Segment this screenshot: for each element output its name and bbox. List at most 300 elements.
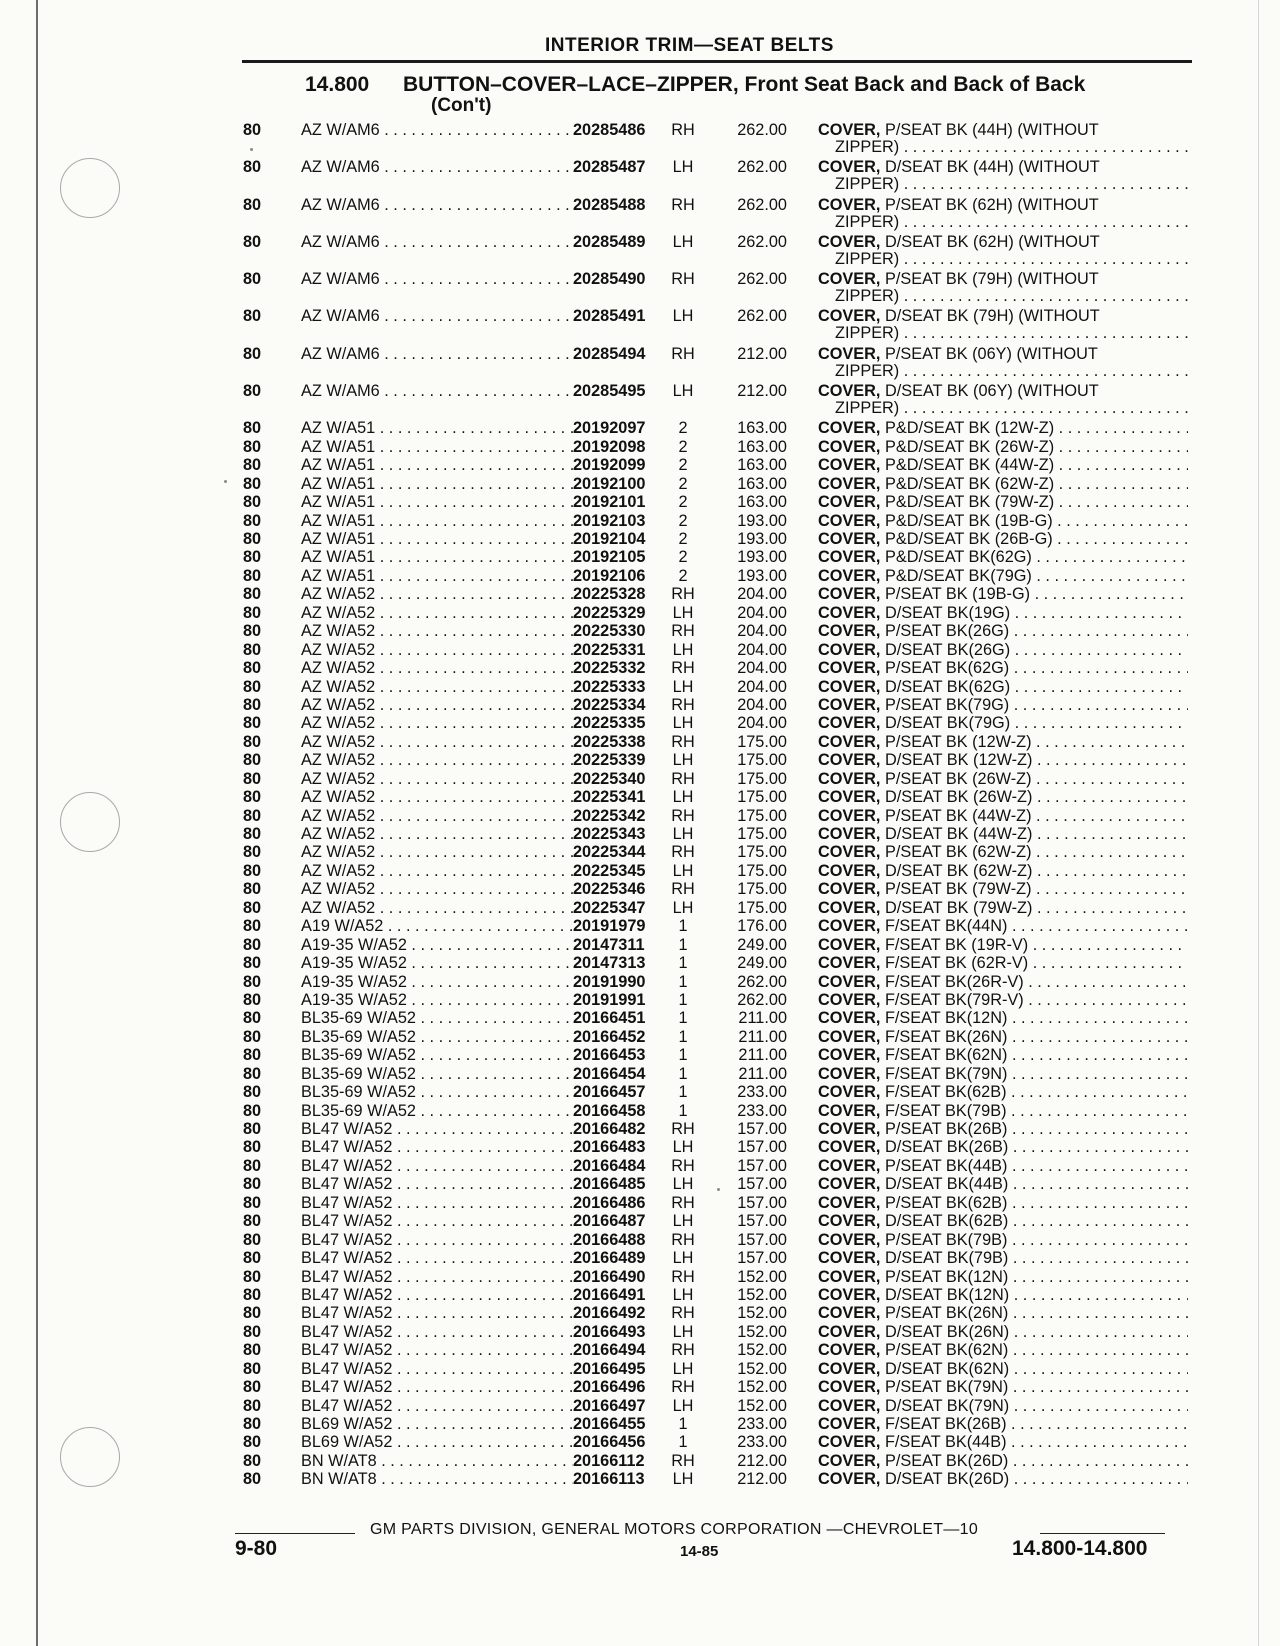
part-number-cell: 20166489 [573, 1249, 665, 1267]
description-continuation: ZIPPER) . . . [835, 250, 1190, 268]
year-cell: 80 [243, 1230, 262, 1249]
description-cell [818, 622, 1188, 640]
table-row [243, 233, 1193, 270]
model-cell: AZ W/A52 . . . [301, 751, 581, 769]
table-row [243, 270, 1193, 307]
description-keyword: COVER, [818, 1378, 881, 1397]
model-cell: A19-35 W/A52 . . . [301, 991, 581, 1009]
description-cell [818, 1360, 1188, 1378]
description-text: F/SEAT BK(62N) [884, 1046, 1008, 1065]
model-cell: AZ W/A51 . . . [301, 493, 581, 511]
model-cell: AZ W/AM6 . . . [301, 345, 581, 363]
description-keyword: COVER, [818, 954, 881, 973]
year-cell: 80 [243, 1322, 262, 1341]
description-keyword: COVER, [818, 1027, 881, 1046]
year-cell: 80 [243, 158, 262, 177]
part-number-cell: 20166487 [573, 1212, 665, 1230]
description-keyword: COVER, [818, 437, 881, 456]
description-keyword: COVER, [818, 511, 881, 530]
description-text: F/SEAT BK (62R-V) [884, 954, 1029, 973]
part-number-cell: 20225340 [573, 770, 665, 788]
model-cell: BL47 W/A52 . . . [301, 1120, 581, 1138]
description-keyword: COVER, [818, 806, 881, 825]
price-cell: 193.00 [737, 566, 787, 585]
quantity-cell: LH [672, 788, 694, 807]
model-cell: AZ W/A52 . . . [301, 585, 581, 603]
description-keyword: COVER, [818, 1341, 881, 1360]
quantity-cell: LH [672, 1138, 694, 1157]
price-cell: 175.00 [737, 861, 787, 880]
year-cell: 80 [243, 603, 262, 622]
description-cell [818, 1120, 1188, 1138]
description-keyword: COVER, [818, 751, 881, 770]
price-cell: 152.00 [737, 1285, 787, 1304]
quantity-cell: 1 [678, 935, 688, 954]
description-cell [818, 825, 1188, 843]
quantity-cell: RH [671, 1156, 695, 1175]
description-text: P/SEAT BK(62N) [884, 1341, 1009, 1360]
part-number-cell: 20147313 [573, 954, 665, 972]
price-cell: 152.00 [737, 1341, 787, 1360]
part-number-cell: 20166493 [573, 1323, 665, 1341]
description-cell [818, 954, 1188, 972]
year-cell: 80 [243, 788, 262, 807]
year-cell: 80 [243, 1064, 262, 1083]
part-number-cell: 20191979 [573, 917, 665, 935]
part-number-cell: 20166496 [573, 1378, 665, 1396]
price-cell: 163.00 [737, 437, 787, 456]
description-keyword: COVER, [818, 1009, 881, 1028]
year-cell: 80 [243, 1378, 262, 1397]
description-keyword: COVER, [818, 1083, 881, 1102]
description-keyword: COVER, [818, 1396, 881, 1415]
part-number-cell: 20225346 [573, 880, 665, 898]
part-number-cell: 20225333 [573, 678, 665, 696]
price-cell: 163.00 [737, 456, 787, 475]
price-cell: 175.00 [737, 880, 787, 899]
price-cell: 233.00 [737, 1433, 787, 1452]
part-number-cell: 20225330 [573, 622, 665, 640]
description-cell [818, 1065, 1188, 1083]
description-cell [818, 659, 1188, 677]
model-cell: AZ W/A51 . . . [301, 456, 581, 474]
price-cell: 193.00 [737, 530, 787, 548]
year-cell: 80 [243, 935, 262, 954]
year-cell: 80 [243, 659, 262, 678]
description-text: P&D/SEAT BK (26B-G) [884, 530, 1053, 548]
description-text: D/SEAT BK(79N) [884, 1396, 1010, 1415]
description-cell [818, 678, 1188, 696]
description-keyword: COVER, [818, 695, 881, 714]
part-number-cell: 20166495 [573, 1360, 665, 1378]
table-row [243, 825, 1193, 843]
year-cell: 80 [243, 270, 262, 289]
quantity-cell: RH [671, 270, 695, 289]
description-cell [818, 843, 1188, 861]
description-keyword: COVER, [818, 825, 881, 843]
description-cell [818, 419, 1188, 437]
description-text: P/SEAT BK (62H) (WITHOUT [884, 195, 1099, 214]
description-cell [818, 733, 1188, 751]
price-cell: 176.00 [737, 917, 787, 936]
table-row [243, 862, 1193, 880]
quantity-cell: RH [671, 732, 695, 751]
quantity-cell: LH [672, 898, 694, 917]
description-keyword: COVER, [818, 769, 881, 788]
description-cell [818, 1323, 1188, 1341]
description-cell [818, 973, 1188, 991]
part-number-cell: 20166455 [573, 1415, 665, 1433]
description-cell [818, 1138, 1188, 1156]
description-keyword: COVER, [818, 566, 881, 585]
price-cell: 175.00 [737, 806, 787, 825]
quantity-cell: RH [671, 1193, 695, 1212]
description-text: P/SEAT BK (79H) (WITHOUT [884, 270, 1099, 289]
price-cell: 157.00 [737, 1175, 787, 1194]
table-row [243, 1157, 1193, 1175]
quantity-cell: RH [671, 1230, 695, 1249]
description-text: P/SEAT BK(62G) [884, 659, 1010, 678]
description-text: P/SEAT BK (12W-Z) [884, 732, 1032, 751]
description-text: P&D/SEAT BK(79G) [884, 566, 1032, 585]
price-cell: 175.00 [737, 751, 787, 770]
description-cell [818, 307, 1188, 325]
table-row [243, 1065, 1193, 1083]
quantity-cell: 2 [678, 456, 688, 475]
table-row [243, 899, 1193, 917]
year-cell: 80 [243, 898, 262, 917]
part-number-cell: 20192104 [573, 530, 665, 548]
description-text: D/SEAT BK (79H) (WITHOUT [884, 307, 1100, 326]
description-cell [818, 1249, 1188, 1267]
description-text: D/SEAT BK(26D) [884, 1470, 1010, 1489]
quantity-cell: 2 [678, 530, 688, 548]
table-row [243, 807, 1193, 825]
description-text: D/SEAT BK(62B) [884, 1212, 1009, 1231]
price-cell: 212.00 [737, 344, 787, 363]
description-text: P/SEAT BK(26B) [884, 1120, 1008, 1138]
quantity-cell: 1 [678, 1083, 688, 1102]
year-cell: 80 [243, 437, 262, 456]
model-cell: BL35-69 W/A52 . . . [301, 1028, 581, 1046]
description-keyword: COVER, [818, 1120, 881, 1138]
price-cell: 211.00 [738, 1046, 787, 1065]
footer-rule-left [235, 1533, 355, 1534]
description-keyword: COVER, [818, 1359, 881, 1378]
description-text: D/SEAT BK (44H) (WITHOUT [884, 158, 1100, 177]
section-continued: (Con't) [431, 95, 492, 116]
table-row [243, 382, 1193, 419]
description-text: F/SEAT BK(44N) [884, 917, 1008, 936]
part-number-cell: 20192106 [573, 567, 665, 585]
description-cell [818, 548, 1188, 566]
price-cell: 157.00 [737, 1230, 787, 1249]
description-continuation: ZIPPER) . . . [835, 175, 1190, 193]
part-number-cell: 20285488 [573, 196, 665, 214]
description-text: F/SEAT BK(79R-V) [884, 990, 1024, 1009]
quantity-cell: RH [671, 585, 695, 604]
table-row [243, 843, 1193, 861]
price-cell: 249.00 [737, 935, 787, 954]
description-cell [818, 345, 1188, 363]
description-cell [818, 1102, 1188, 1120]
model-cell: BL35-69 W/A52 . . . [301, 1009, 581, 1027]
quantity-cell: RH [671, 622, 695, 641]
description-keyword: COVER, [818, 714, 881, 733]
page-edge-line [1258, 0, 1259, 1646]
footer-publisher: GM PARTS DIVISION, GENERAL MOTORS CORPORATION —CHEVROLET—10 [370, 1521, 979, 1538]
model-cell: AZ W/A52 . . . [301, 807, 581, 825]
description-cell [818, 1046, 1188, 1064]
description-text: D/SEAT BK (44W-Z) [884, 825, 1033, 843]
footer-rule-right [1040, 1533, 1165, 1534]
year-cell: 80 [243, 769, 262, 788]
table-row [243, 659, 1193, 677]
description-keyword: COVER, [818, 1415, 881, 1433]
year-cell: 80 [243, 677, 262, 696]
part-number-cell: 20166112 [573, 1452, 665, 1470]
quantity-cell: 2 [678, 474, 688, 493]
table-row [243, 714, 1193, 732]
description-text: F/SEAT BK(26N) [884, 1027, 1008, 1046]
description-text: D/SEAT BK (06Y) (WITHOUT [884, 382, 1099, 401]
quantity-cell: RH [671, 695, 695, 714]
description-text: D/SEAT BK(62N) [884, 1359, 1010, 1378]
description-cell [818, 899, 1188, 917]
table-row [243, 1397, 1193, 1415]
model-cell: AZ W/AM6 . . . [301, 121, 581, 139]
year-cell: 80 [243, 344, 262, 363]
year-cell: 80 [243, 121, 262, 139]
quantity-cell: 1 [678, 917, 688, 936]
model-cell: AZ W/A51 . . . [301, 548, 581, 566]
table-row [243, 567, 1193, 585]
table-row [243, 880, 1193, 898]
model-cell: AZ W/A52 . . . [301, 714, 581, 732]
quantity-cell: LH [672, 714, 694, 733]
description-keyword: COVER, [818, 935, 881, 954]
year-cell: 80 [243, 954, 262, 973]
quantity-cell: 1 [678, 1064, 688, 1083]
quantity-cell: RH [671, 1267, 695, 1286]
year-cell: 80 [243, 1120, 262, 1138]
description-keyword: COVER, [818, 732, 881, 751]
model-cell: BL47 W/A52 . . . [301, 1378, 581, 1396]
quantity-cell: RH [671, 843, 695, 862]
price-cell: 204.00 [737, 640, 787, 659]
description-cell [818, 233, 1188, 251]
binder-edge-line [36, 0, 38, 1646]
part-number-cell: 20225345 [573, 862, 665, 880]
description-cell [818, 1212, 1188, 1230]
description-keyword: COVER, [818, 990, 881, 1009]
year-cell: 80 [243, 640, 262, 659]
price-cell: 233.00 [737, 1083, 787, 1102]
description-continuation: ZIPPER) . . . [835, 213, 1190, 231]
description-cell [818, 1231, 1188, 1249]
table-row [243, 419, 1193, 437]
title-underline [242, 60, 1192, 63]
part-number-cell: 20225347 [573, 899, 665, 917]
table-row [243, 973, 1193, 991]
year-cell: 80 [243, 990, 262, 1009]
description-keyword: COVER, [818, 898, 881, 917]
quantity-cell: RH [671, 1304, 695, 1323]
description-text: F/SEAT BK(62B) [884, 1083, 1007, 1102]
model-cell: AZ W/A52 . . . [301, 604, 581, 622]
year-cell: 80 [243, 1009, 262, 1028]
description-text: F/SEAT BK(26R-V) [884, 972, 1024, 991]
quantity-cell: LH [672, 1470, 694, 1489]
description-cell [818, 1286, 1188, 1304]
quantity-cell: 2 [678, 566, 688, 585]
price-cell: 262.00 [737, 121, 787, 139]
part-number-cell: 20285489 [573, 233, 665, 251]
price-cell: 157.00 [737, 1120, 787, 1138]
part-number-cell: 20285494 [573, 345, 665, 363]
table-row [243, 954, 1193, 972]
model-cell: AZ W/A52 . . . [301, 899, 581, 917]
table-row [243, 1323, 1193, 1341]
description-keyword: COVER, [818, 677, 881, 696]
table-row [243, 1415, 1193, 1433]
year-cell: 80 [243, 622, 262, 641]
description-keyword: COVER, [818, 880, 881, 899]
part-number-cell: 20166456 [573, 1433, 665, 1451]
quantity-cell: RH [671, 344, 695, 363]
part-number-cell: 20225334 [573, 696, 665, 714]
table-row [243, 530, 1193, 548]
description-keyword: COVER, [818, 474, 881, 493]
price-cell: 212.00 [737, 382, 787, 401]
model-cell: A19-35 W/A52 . . . [301, 936, 581, 954]
table-row [243, 1452, 1193, 1470]
table-row [243, 345, 1193, 382]
year-cell: 80 [243, 972, 262, 991]
description-keyword: COVER, [818, 1230, 881, 1249]
description-cell [818, 585, 1188, 603]
part-number-cell: 20225329 [573, 604, 665, 622]
part-number-cell: 20147311 [573, 936, 665, 954]
year-cell: 80 [243, 751, 262, 770]
year-cell: 80 [243, 1415, 262, 1433]
price-cell: 262.00 [737, 232, 787, 251]
part-number-cell: 20166482 [573, 1120, 665, 1138]
table-row [243, 1286, 1193, 1304]
year-cell: 80 [243, 493, 262, 512]
price-cell: 204.00 [737, 622, 787, 641]
year-cell: 80 [243, 880, 262, 899]
price-cell: 152.00 [737, 1304, 787, 1323]
quantity-cell: LH [672, 603, 694, 622]
part-number-cell: 20192103 [573, 512, 665, 530]
description-cell [818, 121, 1188, 139]
price-cell: 175.00 [737, 732, 787, 751]
year-cell: 80 [243, 585, 262, 604]
table-row [243, 1028, 1193, 1046]
description-keyword: COVER, [818, 861, 881, 880]
description-text: P/SEAT BK(79B) [884, 1230, 1008, 1249]
table-row [243, 1046, 1193, 1064]
part-number-cell: 20166452 [573, 1028, 665, 1046]
year-cell: 80 [243, 1359, 262, 1378]
year-cell: 80 [243, 1451, 262, 1470]
price-cell: 262.00 [737, 990, 787, 1009]
model-cell: A19-35 W/A52 . . . [301, 973, 581, 991]
description-text: D/SEAT BK(26B) [884, 1138, 1009, 1157]
description-text: P/SEAT BK (06Y) (WITHOUT [884, 344, 1098, 363]
quantity-cell: RH [671, 121, 695, 139]
model-cell: AZ W/A51 . . . [301, 530, 581, 548]
model-cell: AZ W/AM6 . . . [301, 382, 581, 400]
price-cell: 204.00 [737, 714, 787, 733]
description-text: P/SEAT BK(79N) [884, 1378, 1009, 1397]
price-cell: 233.00 [737, 1415, 787, 1433]
part-number-cell: 20225332 [573, 659, 665, 677]
table-row [243, 1378, 1193, 1396]
model-cell: AZ W/A52 . . . [301, 770, 581, 788]
description-keyword: COVER, [818, 1175, 881, 1194]
price-cell: 262.00 [737, 195, 787, 214]
price-cell: 262.00 [737, 270, 787, 289]
description-cell [818, 1415, 1188, 1433]
model-cell: BL47 W/A52 . . . [301, 1138, 581, 1156]
quantity-cell: LH [672, 825, 694, 843]
year-cell: 80 [243, 695, 262, 714]
description-text: P/SEAT BK (44H) (WITHOUT [884, 121, 1099, 139]
parts-list [243, 121, 1193, 1489]
quantity-cell: LH [672, 677, 694, 696]
model-cell: BL47 W/A52 . . . [301, 1323, 581, 1341]
scan-speck [250, 148, 253, 151]
year-cell: 80 [243, 861, 262, 880]
price-cell: 157.00 [737, 1138, 787, 1157]
part-number-cell: 20285487 [573, 158, 665, 176]
description-keyword: COVER, [818, 1212, 881, 1231]
description-cell [818, 991, 1188, 1009]
description-keyword: COVER, [818, 1046, 881, 1065]
description-keyword: COVER, [818, 1249, 881, 1268]
description-continuation: ZIPPER) . . . [835, 324, 1190, 342]
year-cell: 80 [243, 1341, 262, 1360]
table-row [243, 1212, 1193, 1230]
description-keyword: COVER, [818, 1064, 881, 1083]
description-text: F/SEAT BK (19R-V) [884, 935, 1029, 954]
year-cell: 80 [243, 714, 262, 733]
part-number-cell: 20166458 [573, 1102, 665, 1120]
price-cell: 204.00 [737, 695, 787, 714]
description-text: D/SEAT BK(12N) [884, 1285, 1010, 1304]
table-row [243, 512, 1193, 530]
part-number-cell: 20192098 [573, 438, 665, 456]
description-continuation: ZIPPER) . . . [835, 138, 1190, 156]
description-cell [818, 1470, 1188, 1488]
price-cell: 211.00 [738, 1009, 787, 1028]
model-cell: AZ W/A52 . . . [301, 641, 581, 659]
model-cell: BL47 W/A52 . . . [301, 1194, 581, 1212]
description-cell [818, 1083, 1188, 1101]
description-text: P/SEAT BK (62W-Z) [884, 843, 1032, 862]
description-keyword: COVER, [818, 530, 881, 548]
part-number-cell: 20191990 [573, 973, 665, 991]
description-keyword: COVER, [818, 493, 881, 512]
binder-hole-middle [60, 792, 120, 852]
year-cell: 80 [243, 419, 262, 438]
table-row [243, 493, 1193, 511]
price-cell: 157.00 [737, 1212, 787, 1231]
year-cell: 80 [243, 917, 262, 936]
model-cell: BL47 W/A52 . . . [301, 1268, 581, 1286]
